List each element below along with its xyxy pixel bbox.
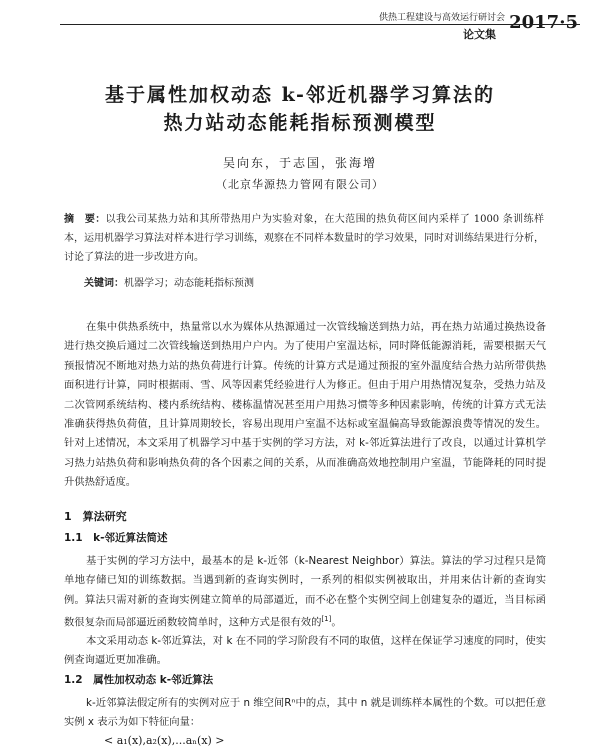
- section-label: 论文集: [463, 28, 496, 41]
- abstract-label: 摘 要：: [64, 214, 106, 225]
- attribute-paragraph: k-近邻算法假定所有的实例对应于 n 维空间Rⁿ中的点，其中 n 就是训练样本属性的个数。可以把任意实例 x 表示为如下特征向量：: [64, 697, 546, 729]
- keywords-label: 关键词：: [84, 278, 124, 289]
- paper-title-line2: 热力站动态能耗指标预测模型: [163, 112, 437, 134]
- paper-title-line1: 基于属性加权动态 k-邻近机器学习算法的: [105, 84, 495, 106]
- intro-paragraph: 在集中供热系统中，热量常以水为媒体从热源通过一次管线输送到热力站，再在热力站通过换热设备进行热交换后通过二次管线输送到热用户户内。为了使用户室温达标，同时降低能源消耗，需要根据天气预报情况不断地对热力站的热负荷进行计算。传统的计算方式是通过预报的室外温度结合热力站所带供热面积进行计算，同时根据雨、雪、风等因素凭经验进行人为修正。但由于用户用热情况复杂，受热力站及二次管网系统结构、楼内系统结构、楼栋温情况甚至用户用热习惯等多种因素影响，传统的计算方式无法准确获得热负荷值，且计算周期较长，容易出现用户室温不达标或室温偏高导致能源浪费等情况的发生。针对上述情况，本文采用了机器学习中基于实例的学习方法，对 k-邻近算法进行了改良，以通过计算机学习热力站热负荷和影响热负荷的各个因素之间的关系，从而准确高效地控制用户室温，节能降耗的同时提升供热舒适度。: [64, 321, 546, 489]
- abstract-text: 以我公司某热力站和其所带热用户为实验对象，在大范围的热负荷区间内采样了 1000 条训练样本，运用机器学习算法对样本进行学习训练，观察在不同样本数量时的学习效果，同时对训练结果进行分析，讨论了算法的进一步改进方向。: [64, 214, 544, 263]
- header-rule: [60, 24, 580, 25]
- section-heading-1: 1 算法研究: [64, 510, 127, 523]
- keywords: [84, 274, 254, 289]
- feature-vector-formula: < a₁(x),a₂(x),...aₙ(x) >: [104, 734, 225, 747]
- keywords-text: 机器学习；动态能耗指标预测: [124, 278, 254, 289]
- affiliation: （北京华源热力管网有限公司）: [216, 178, 384, 191]
- issue-number: 2017·5: [509, 12, 578, 33]
- citation: [1]: [321, 615, 332, 624]
- knn-paragraph-1: [64, 552, 546, 633]
- conference-name: 供热工程建设与高效运行研讨会: [378, 13, 505, 23]
- knn-paragraph-1-end: 。: [331, 616, 342, 629]
- knn-paragraph-2: 本文采用动态 k-邻近算法，对 k 在不同的学习阶段有不同的取值，这样在保证学习速度的同时，使实例查询逼近更加准确。: [64, 635, 546, 667]
- subsection-heading-1-1: 1.1 k-邻近算法简述: [64, 532, 168, 544]
- page-header: [60, 6, 580, 42]
- abstract: [64, 210, 544, 267]
- subsection-heading-1-2: 1.2 属性加权动态 k-邻近算法: [64, 674, 214, 686]
- knn-paragraph-1-text: 基于实例的学习方法中，最基本的是 k-近邻（k-Nearest Neighbor）算法。算法的学习过程只是简单地存储已知的训练数据。当遇到新的查询实例时，一系列的相似实例被取出，并用来估计新的查询实例。算法只需对新的查询实例建立简单的局部逼近，而不必在整个实例空间上创建复杂的逼近，当目标函数很复杂而局部逼近函数较简单时，这种方式是很有效的: [64, 555, 546, 629]
- authors: 吴向东，于志国，张海增: [222, 156, 377, 170]
